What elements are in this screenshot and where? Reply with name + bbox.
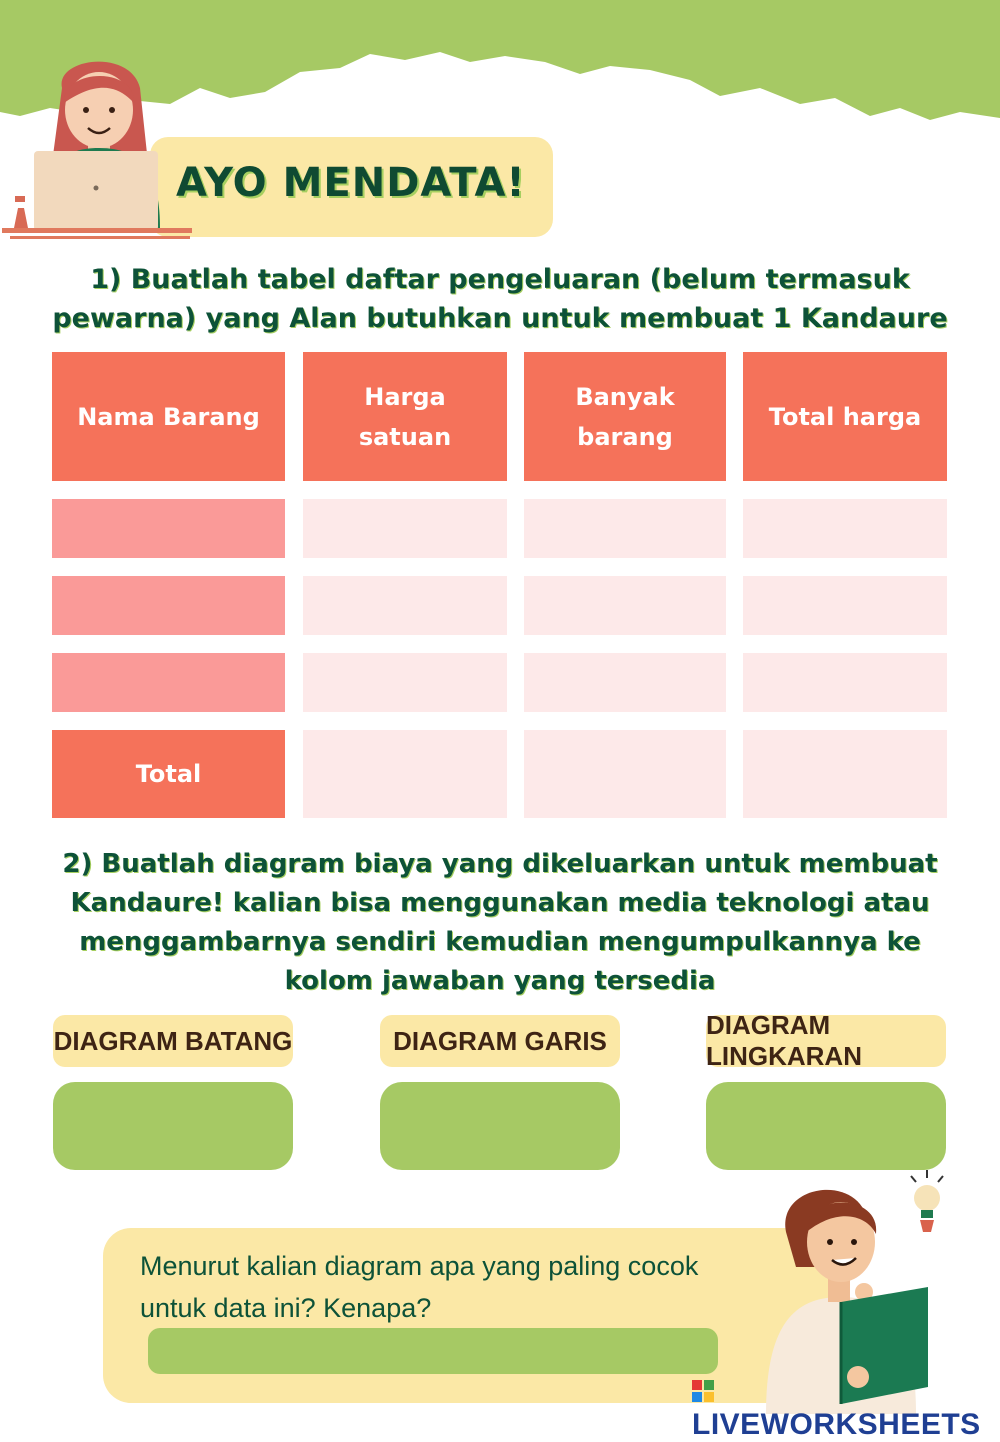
reflection-question — [140, 1245, 700, 1329]
input-total-harga-3[interactable] — [743, 653, 947, 712]
answer-box-diagram-lingkaran[interactable] — [706, 1082, 946, 1170]
liveworksheets-logo-icon — [692, 1380, 714, 1402]
label-diagram-batang: DIAGRAM BATANG — [53, 1015, 293, 1067]
input-harga-satuan-3[interactable] — [303, 653, 507, 712]
input-banyak-barang-2[interactable] — [524, 576, 726, 635]
page-title: AYO MENDATA! — [176, 160, 526, 206]
question-1: 1) Buatlah tabel daftar pengeluaran (belum termasuk pewarna) yang Alan butuhkan untuk membuat 1 Kandaure — [52, 264, 948, 334]
input-total-harga-1[interactable] — [743, 499, 947, 558]
reflection-line-2: untuk data ini? Kenapa? — [140, 1293, 432, 1323]
input-total-harga-2[interactable] — [743, 576, 947, 635]
girl-with-laptop-illustration — [0, 48, 200, 243]
input-nama-barang-1[interactable] — [52, 499, 285, 558]
input-banyak-barang-1[interactable] — [524, 499, 726, 558]
input-harga-satuan-1[interactable] — [303, 499, 507, 558]
header-banyak-barang: Banyak barang — [524, 352, 726, 481]
answer-box-diagram-garis[interactable] — [380, 1082, 620, 1170]
reflection-answer-input[interactable] — [148, 1328, 718, 1374]
header-nama-barang: Nama Barang — [52, 352, 285, 481]
total-row-label: Total — [52, 730, 285, 818]
input-nama-barang-2[interactable] — [52, 576, 285, 635]
liveworksheets-brand — [692, 1374, 1000, 1442]
answer-box-diagram-batang[interactable] — [53, 1082, 293, 1170]
input-nama-barang-3[interactable] — [52, 653, 285, 712]
input-total-harga-satuan[interactable] — [303, 730, 507, 818]
input-harga-satuan-2[interactable] — [303, 576, 507, 635]
reflection-line-1: Menurut kalian diagram apa yang paling cocok — [140, 1251, 699, 1281]
label-diagram-lingkaran: DIAGRAM LINGKARAN — [706, 1015, 946, 1067]
header-total-harga: Total harga — [743, 352, 947, 481]
input-total-banyak-barang[interactable] — [524, 730, 726, 818]
input-total-harga-total[interactable] — [743, 730, 947, 818]
input-banyak-barang-3[interactable] — [524, 653, 726, 712]
question-2: 2) Buatlah diagram biaya yang dikeluarkan untuk membuat Kandaure! kalian bisa menggunakan media teknologi atau menggambarnya sendiri kemudian mengumpulkannya ke kolom jawaban yang tersedia — [62, 849, 938, 996]
brand-text: LIVEWORKSHEETS — [692, 1408, 981, 1441]
label-diagram-garis: DIAGRAM GARIS — [380, 1015, 620, 1067]
header-harga-satuan: Harga satuan — [303, 352, 507, 481]
